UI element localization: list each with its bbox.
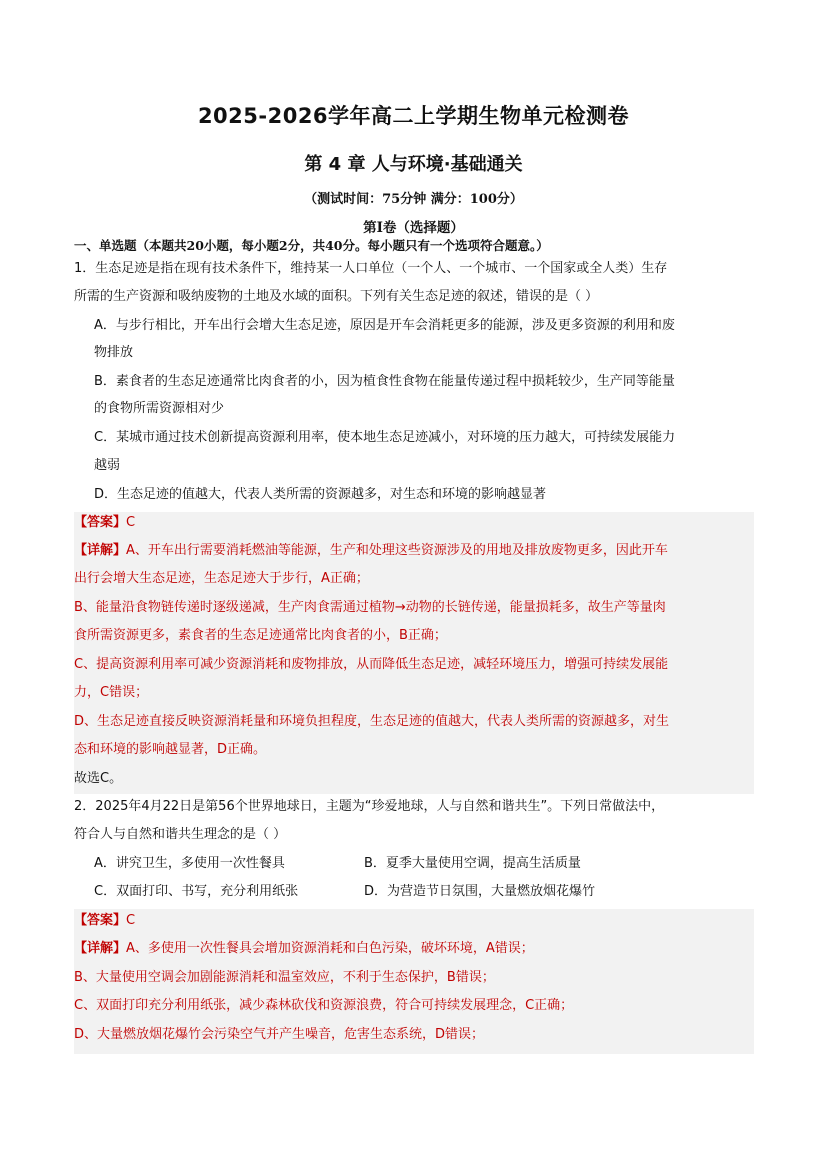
q2-detail-line2: B、大量使用空调会加剧能源消耗和温室效应，不利于生态保护，B错误； <box>74 970 495 985</box>
q2-stem-line2: 符合人与自然和谐共生理念的是（ ） <box>74 827 287 842</box>
volume-heading: 第Ⅰ卷（选择题） <box>363 220 464 236</box>
q2-option-c: C．双面打印、书写，充分利用纸张 <box>94 884 299 899</box>
q1-detail-line4: 食所需资源更多，素食者的生态足迹通常比肉食者的小，B正确； <box>74 628 447 643</box>
q1-answer-tag: 【答案】 <box>74 515 127 530</box>
q1-option-a-line2: 物排放 <box>94 345 134 360</box>
q1-detail-line3: B、能量沿食物链传递时逐级递减，生产肉食需通过植物→动物的长链传递，能量损耗多，故生产等量肉 <box>74 600 666 615</box>
q1-detail-line8: 态和环境的影响越显著，D正确。 <box>74 742 267 757</box>
q1-answer-value: C <box>126 515 136 530</box>
q2-option-b: B．夏季大量使用空调，提高生活质量 <box>364 856 581 871</box>
time-info: （测试时间：75分钟 满分：100分） <box>304 192 523 207</box>
q1-answer-line <box>74 513 135 533</box>
q1-option-a-line1: A．与步行相比，开车出行会增大生态足迹，原因是开车会消耗更多的能源，涉及更多资源的利用和废 <box>94 318 675 333</box>
q1-detail-text1: A、开车出行需要消耗燃油等能源，生产和处理这些资源涉及的用地及排放废物更多，因此开车 <box>126 543 668 558</box>
q1-stem-line2: 所需的生产资源和吸纳废物的土地及水域的面积。下列有关生态足迹的叙述，错误的是（ ） <box>74 289 599 304</box>
part-heading: 一、单选题（本题共20小题，每小题2分，共40分。每小题只有一个选项符合题意。） <box>74 238 549 253</box>
chapter-subtitle: 第 4 章 人与环境·基础通关 <box>304 154 523 175</box>
q2-detail-line4: D、大量燃放烟花爆竹会污染空气并产生噪音，危害生态系统，D错误； <box>74 1027 485 1042</box>
q1-option-b-line1: B．素食者的生态足迹通常比肉食者的小，因为植食性食物在能量传递过程中损耗较少，生产同等能量 <box>94 374 675 389</box>
q1-stem-line1: 1．生态足迹是指在现有技术条件下，维持某一人口单位（一个人、一个城市、一个国家或全人类）生存 <box>74 261 668 276</box>
q2-detail-tag: 【详解】 <box>74 941 127 956</box>
q1-option-b-line2: 的食物所需资源相对少 <box>94 401 225 416</box>
q2-detail-text1: A、多使用一次性餐具会增加资源消耗和白色污染，破坏环境，A错误； <box>126 941 534 956</box>
q1-option-c-line1: C．某城市通过技术创新提高资源利用率，使本地生态足迹减小，对环境的压力越大，可持续发展能力 <box>94 430 676 445</box>
q2-answer-tag: 【答案】 <box>74 913 127 928</box>
q1-detail-line7: D、生态足迹直接反映资源消耗量和环境负担程度，生态足迹的值越大，代表人类所需的资源越多，对生 <box>74 714 670 729</box>
q1-option-c-line2: 越弱 <box>94 458 121 473</box>
q1-detail-tag: 【详解】 <box>74 543 127 558</box>
q1-detail-line1 <box>74 541 668 561</box>
q2-stem-line1: 2．2025年4月22日是第56个世界地球日，主题为“珍爱地球，人与自然和谐共生”。下列日常做法中， <box>74 799 665 814</box>
q2-detail-line1 <box>74 939 534 959</box>
exam-title: 2025-2026学年高二上学期生物单元检测卷 <box>197 104 630 128</box>
q2-option-a: A．讲究卫生，多使用一次性餐具 <box>94 856 285 871</box>
q2-answer-line <box>74 911 135 931</box>
q1-detail-line6: 力，C错误； <box>74 685 149 700</box>
q2-detail-line3: C、双面打印充分利用纸张，减少森林砍伐和资源浪费，符合可持续发展理念，C正确； <box>74 998 574 1013</box>
q1-conclusion: 故选C。 <box>74 771 123 786</box>
q1-detail-line2: 出行会增大生态足迹，生态足迹大于步行，A正确； <box>74 571 369 586</box>
q1-detail-line5: C、提高资源利用率可减少资源消耗和废物排放，从而降低生态足迹，减轻环境压力，增强可持续发展能 <box>74 657 669 672</box>
q2-answer-value: C <box>126 913 136 928</box>
q1-option-d: D．生态足迹的值越大，代表人类所需的资源越多，对生态和环境的影响越显著 <box>94 487 547 502</box>
q2-option-d: D．为营造节日氛围，大量燃放烟花爆竹 <box>364 884 596 899</box>
